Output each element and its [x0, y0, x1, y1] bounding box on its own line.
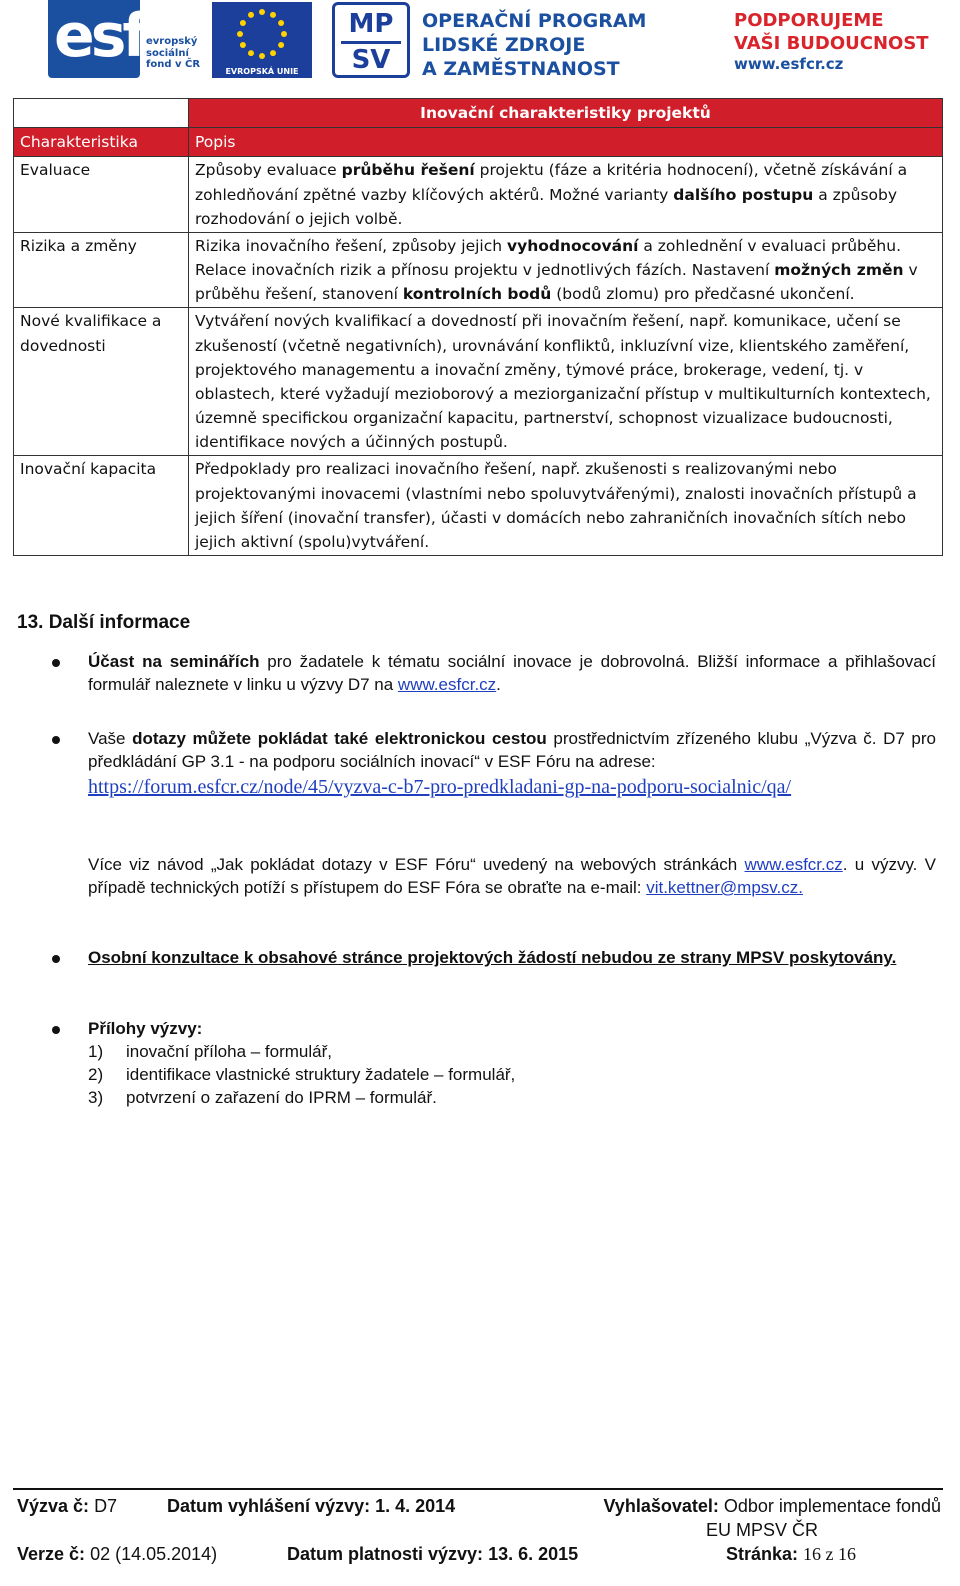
- table-corner: [14, 99, 189, 128]
- mpsv-logo-bottom: SV: [351, 45, 391, 75]
- consultation-paragraph: [88, 946, 936, 969]
- eu-star-icon: [278, 42, 284, 48]
- mpsv-logo-top: MP: [348, 9, 394, 39]
- questions-paragraph: Vaše dotazy můžete pokládat také elektronickou cestou prostřednictvím zřízeného klubu „Výzva č. D7 pro předkládání GP 3.1 - na podporu sociálních inovací“ v ESF Fóru na adrese: https://forum.esfcr.cz/node/45/vyzva-c-b7-pro-predkladani-gp-na-podporu-socialnic/qa/: [88, 727, 936, 802]
- eu-star-icon: [270, 12, 276, 18]
- list-item: 2) identifikace vlastnické struktury žadatele – formulář,: [88, 1065, 516, 1084]
- bullet-icon: [52, 955, 60, 963]
- eu-star-icon: [248, 12, 254, 18]
- row-name: Nové kvalifikace a dovednosti: [14, 308, 189, 456]
- list-item: 1) inovační příloha – formulář,: [88, 1042, 332, 1061]
- esf-caption-line: evropský: [146, 36, 198, 47]
- row-name: Evaluace: [14, 157, 189, 233]
- table-row: [14, 232, 943, 308]
- table-row: [14, 157, 943, 233]
- op-line: A ZAMĚSTNANOST: [422, 57, 620, 80]
- op-lz-logo: [422, 10, 722, 81]
- mpsv-logo: [332, 2, 410, 78]
- list-item: 3) potvrzení o zařazení do IPRM – formulář.: [88, 1088, 437, 1107]
- row-name: Inovační kapacita: [14, 456, 189, 556]
- consultation-note: Osobní konzultace k obsahové stránce projektových žádostí nebudou ze strany MPSV poskytovány.: [88, 948, 897, 967]
- email-link[interactable]: vit.kettner@mpsv.cz.: [646, 878, 803, 897]
- bullet-icon: [52, 736, 60, 744]
- table-row: [14, 456, 943, 556]
- forum-link[interactable]: https://forum.esfcr.cz/node/45/vyzva-c-b7-pro-predkladani-gp-na-podporu-socialnic/qa/: [88, 776, 792, 798]
- attachments-block: [88, 1017, 936, 1109]
- esf-logo: [48, 0, 145, 78]
- eu-star-icon: [270, 50, 276, 56]
- esf-logo-text: esf: [54, 1, 145, 71]
- footer-call: Výzva č: D7: [17, 1496, 118, 1516]
- column-header-description: Popis: [189, 128, 943, 157]
- esfcr-link[interactable]: www.esfcr.cz: [744, 855, 843, 874]
- footer-announce-date: Datum vyhlášení výzvy: 1. 4. 2014: [167, 1496, 456, 1516]
- row-name: Rizika a změny: [14, 232, 189, 308]
- footer-page-number: Stránka: 16 z 16: [726, 1544, 857, 1564]
- eu-caption: EVROPSKÁ UNIE: [212, 66, 312, 78]
- footer-announcer: Vyhlašovatel: Odbor implementace fondů: [603, 1496, 941, 1516]
- table-title: Inovační charakteristiky projektů: [189, 99, 943, 128]
- footer-validity-date: Datum platnosti výzvy: 13. 6. 2015: [287, 1544, 579, 1564]
- footer-announcer-line2: EU MPSV ČR: [705, 1520, 818, 1540]
- eu-flag-logo: [212, 2, 312, 66]
- op-line: OPERAČNÍ PROGRAM: [422, 10, 647, 32]
- characteristics-table: [13, 98, 943, 556]
- table-row: [14, 308, 943, 456]
- op-line: LIDSKÉ ZDROJE: [422, 33, 586, 56]
- podporujeme-logo: [734, 10, 954, 74]
- bullet-icon: [52, 1026, 60, 1034]
- eu-star-icon: [248, 50, 254, 56]
- eu-star-icon: [281, 31, 287, 37]
- row-description: Způsoby evaluace průběhu řešení projektu (fáze a kritéria hodnocení), včetně získávání a zohledňování zpětné vazby klíčových aktérů. Možné varianty dalšího postupu a způsoby rozhodování o jejich volbě.: [189, 157, 943, 233]
- esf-caption-line: sociální: [146, 47, 189, 59]
- esf-caption: [146, 36, 216, 71]
- footer-version: Verze č: 02 (14.05.2014): [17, 1544, 218, 1564]
- eu-star-icon: [240, 20, 246, 26]
- row-description: Rizika inovačního řešení, způsoby jejich vyhodnocování a zohlednění v evaluaci průběhu. Relace inovačních rizik a přínosu projektu v jednotlivých fázích. Nastavení možných změn v průběhu řešení, stanovení kontrolních bodů (bodů zlomu) pro předčasné ukončení.: [189, 232, 943, 308]
- mpsv-divider: [341, 41, 401, 44]
- esf-caption-line: fond v ČR: [146, 59, 201, 70]
- row-description: Vytváření nových kvalifikací a dovedností při inovačním řešení, např. komunikace, učení se zkušeností (včetně negativních), urovnávání konfliktů, inkluzívní vize, klientského zaměření, projektového managementu a inovační změny, týmové práce, brokerage, vedení, tj. v oblastech, které vyžadují mezioborový a meziorganizační přístup v multikulturních kontextech, územně specifickou organizační kapacitu, partnerství, schopnost vizualizace budoucnosti, identifikace nových a účinných postupů.: [189, 308, 943, 456]
- eu-star-icon: [259, 9, 265, 15]
- eu-star-icon: [278, 20, 284, 26]
- attachments-list: [88, 1040, 936, 1109]
- row-description: Předpoklady pro realizaci inovačního řešení, např. zkušenosti s realizovanými nebo projektovanými inovacemi (vlastními nebo spoluvytvářenými), znalosti inovačních přístupů a jejich šíření (inovační transfer), účasti v domácích nebo zahraničních inovačních sítích nebo jejich aktivní (spolu)vytváření.: [189, 456, 943, 556]
- eu-stars-icon: [212, 2, 312, 66]
- eu-star-icon: [237, 31, 243, 37]
- podp-line: VAŠI BUDOUCNOST: [734, 32, 929, 54]
- eu-star-icon: [240, 42, 246, 48]
- eu-star-icon: [259, 53, 265, 59]
- column-header-characteristic: Charakteristika: [14, 128, 189, 157]
- podp-url: www.esfcr.cz: [734, 55, 844, 73]
- podp-line: PODPORUJEME: [734, 10, 884, 31]
- esfcr-link[interactable]: www.esfcr.cz: [397, 675, 497, 694]
- attachments-title: Přílohy výzvy:: [88, 1019, 203, 1038]
- forum-help-paragraph: Více viz návod „Jak pokládat dotazy v ESF Fóru“ uvedený na webových stránkách www.esfcr.cz. u výzvy. V případě technických potíží s přístupem do ESF Fóra se obraťte na e-mail: vit.kettner@mpsv.cz.: [88, 855, 936, 897]
- page-footer: [13, 1488, 943, 1586]
- bullet-icon: [52, 659, 60, 667]
- section-title: 13. Další informace: [17, 612, 191, 633]
- seminar-paragraph: Účast na seminářích pro žadatele k tématu sociální inovace je dobrovolná. Bližší informace a přihlašovací formulář naleznete v linku u výzvy D7 na www.esfcr.cz.: [88, 652, 936, 694]
